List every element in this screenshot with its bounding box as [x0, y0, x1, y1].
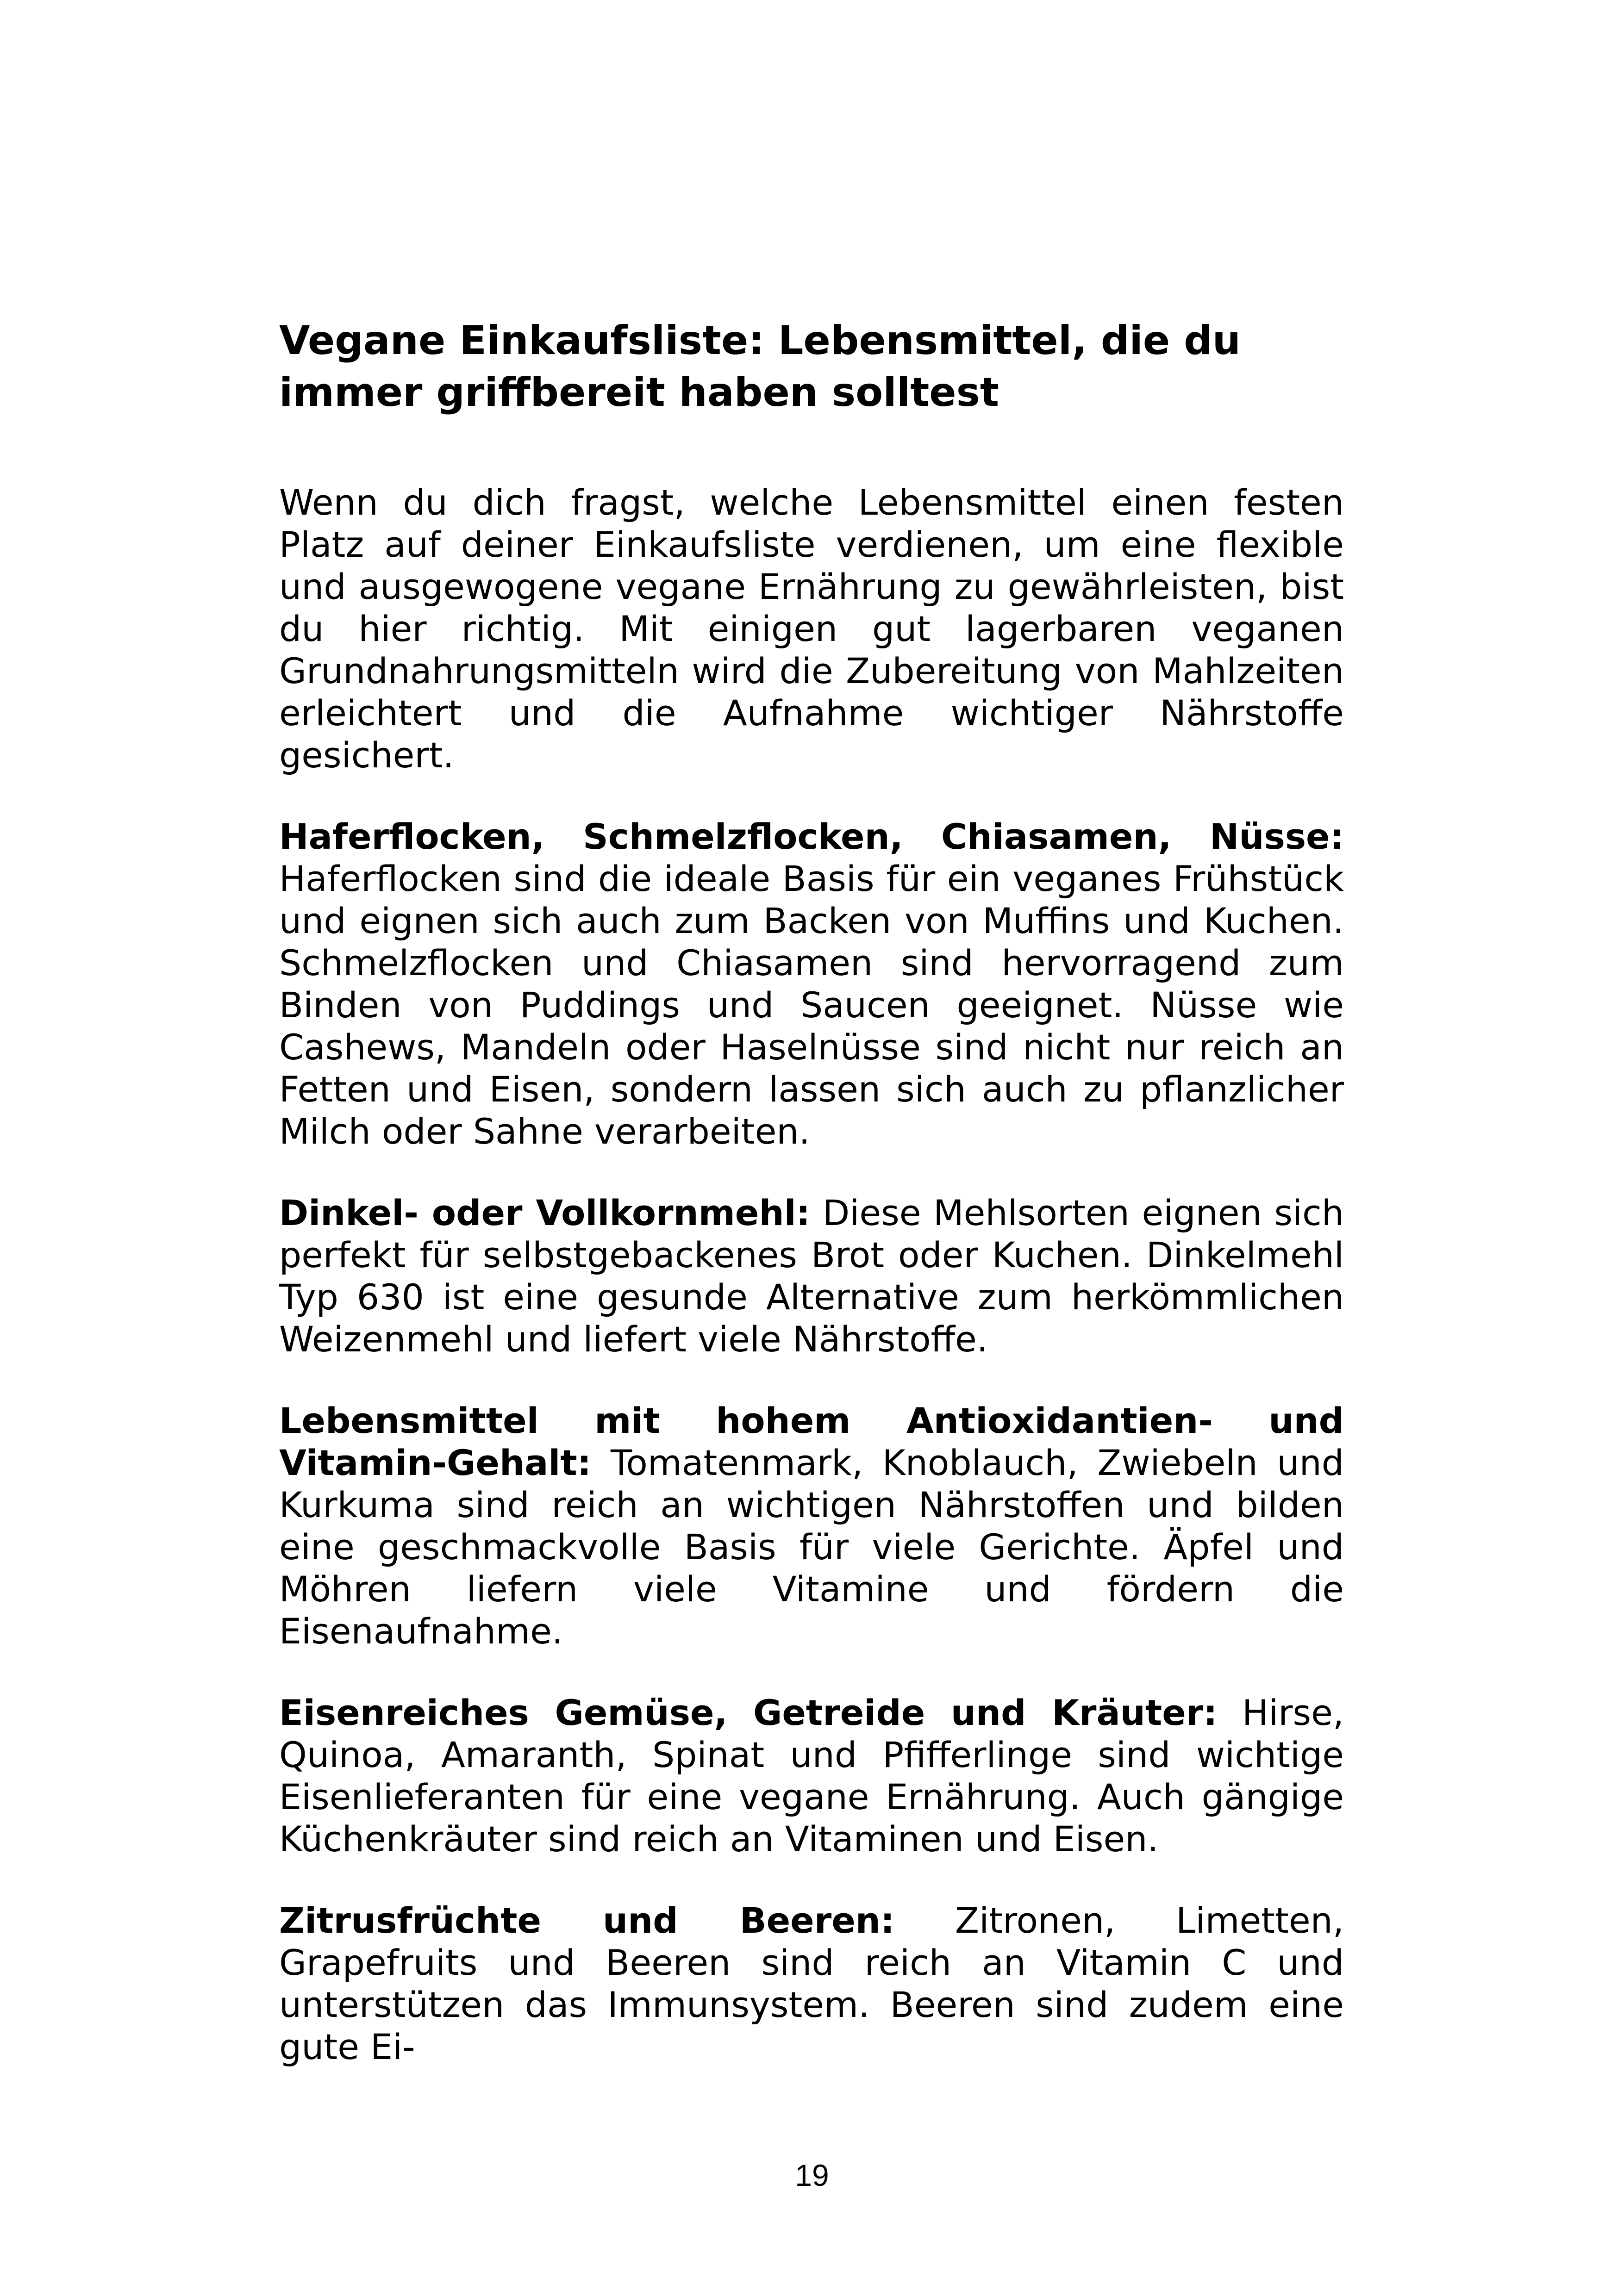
section-text: Hirse, Quinoa, Amaranth, Spinat und Pfifferlinge sind wichtige Eisenlieferanten für eine vegane Ernährung. Auch gängige Küchenkräuter sind reich an Vitaminen und Eisen. — [279, 1692, 1344, 1860]
section-paragraph — [279, 1899, 1344, 2068]
section-paragraph — [279, 1192, 1344, 1360]
section-paragraph — [279, 1400, 1344, 1652]
section-term: Eisenreiches Gemüse, Getreide und Kräuter: — [279, 1692, 1218, 1733]
section-term: Dinkel- oder Vollkornmehl: — [279, 1192, 811, 1233]
section-paragraph — [279, 1692, 1344, 1860]
page-title: Vegane Einkaufsliste: Lebensmittel, die du immer griffbereit haben solltest — [279, 317, 1241, 416]
page-body — [279, 481, 1344, 2107]
section-text: Diese Mehlsorten eignen sich perfekt für selbstgebackenes Brot oder Kuchen. Dinkelmehl Typ 630 ist eine gesunde Alternative zum herkömmlichen Weizenmehl und liefert viele Nährstoffe. — [279, 1192, 1344, 1360]
section-term: Zitrusfrüchte und Beeren: — [279, 1900, 895, 1941]
section-paragraph — [279, 815, 1344, 1152]
section-text: Tomatenmark, Knoblauch, Zwiebeln und Kurkuma sind reich an wichtigen Nährstoffen und bilden eine geschmackvolle Basis für viele Gerichte. Äpfel und Möhren liefern viele Vitamine und fördern die Eisenaufnahme. — [279, 1442, 1344, 1652]
intro-paragraph: Wenn du dich fragst, welche Lebensmittel einen festen Platz auf deiner Einkaufsliste verdienen, um eine flexible und ausgewogene vegane Ernährung zu gewährleisten, bist du hier richtig. Mit einigen gut lagerbaren veganen Grundnahrungsmitteln wird die Zubereitung von Mahlzeiten erleichtert und die Aufnahme wichtiger Nährstoffe gesichert. — [279, 482, 1344, 776]
section-term: Lebensmittel mit hohem Antioxidantien- und Vitamin-Gehalt: — [279, 1400, 1344, 1483]
section-text: Haferflocken sind die ideale Basis für ein veganes Frühstück und eignen sich auch zum Backen von Muffins und Kuchen. Schmelzflocken und Chiasamen sind hervorragend zum Binden von Puddings und Saucen geeignet. Nüsse wie Cashews, Mandeln oder Haselnüsse sind nicht nur reich an Fetten und Eisen, sondern lassen sich auch zu pflanzlicher Milch oder Sahne verarbeiten. — [279, 858, 1344, 1152]
section-text: Zitronen, Limetten, Grapefruits und Beeren sind reich an Vitamin C und unterstützen das Immunsystem. Beeren sind zudem eine gute Ei- — [279, 1900, 1344, 2067]
page-number: 19 — [795, 2158, 829, 2192]
section-term: Haferflocken, Schmelzflocken, Chiasamen, Nüsse: — [279, 816, 1344, 857]
